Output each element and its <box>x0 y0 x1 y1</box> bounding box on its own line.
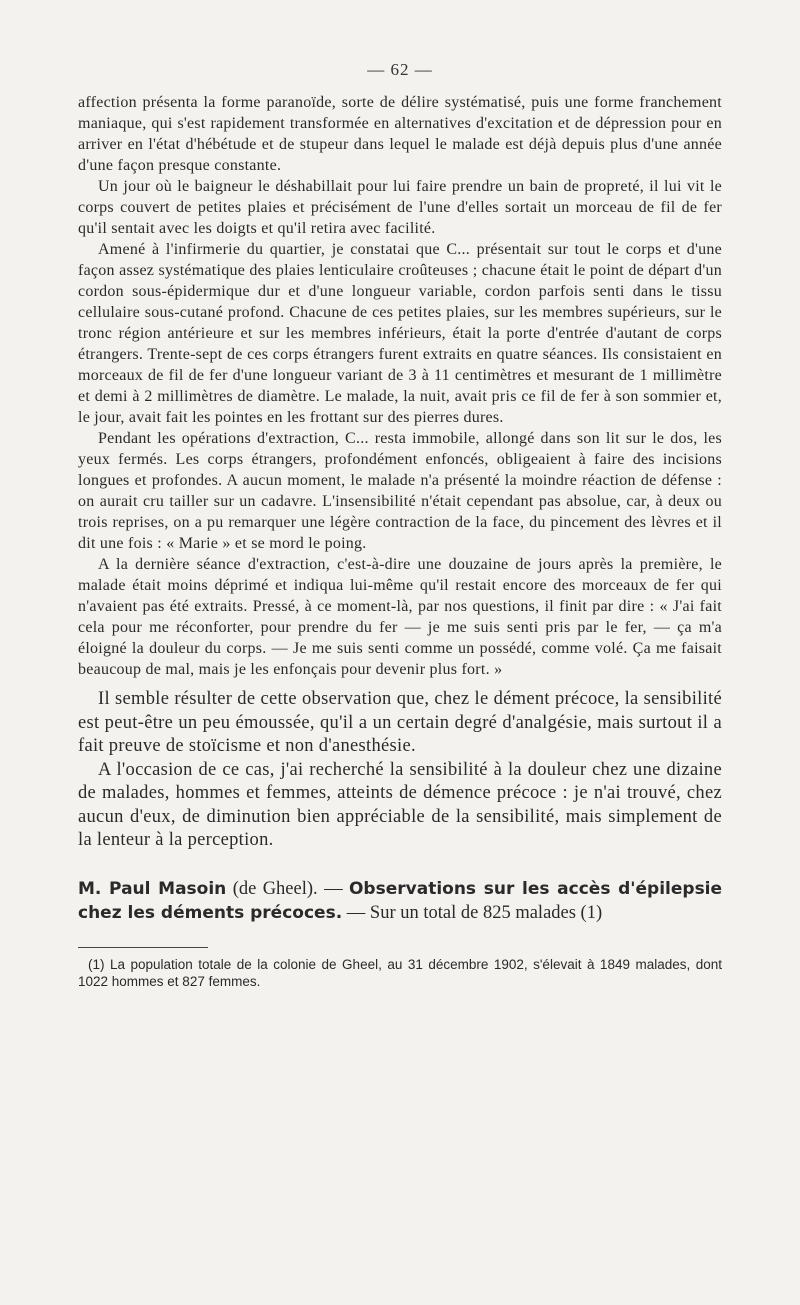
section-author: M. Paul Masoin <box>78 878 227 899</box>
footnote-divider <box>78 947 208 948</box>
section-affiliation: (de Gheel). <box>232 878 318 899</box>
section-dash: — <box>324 878 343 899</box>
section-title: Observations sur les accès d'épilepsie chez les déments précoces. <box>78 878 723 923</box>
footnote: (1) La population totale de la colonie de Gheel, au 31 décembre 1902, s'élevait à 1849 malades, dont 1022 hommes et 827 femmes. <box>78 956 722 989</box>
commentary-text <box>78 688 722 853</box>
page-number: — 62 — <box>367 60 433 79</box>
paragraph: Il semble résulter de cette observation que, chez le dément précoce, la sensibilité est peut-être un peu émoussée, qu'il a un certain degré d'analgésie, mais surtout il a fait preuve de stoïcisme et non d'anesthésie. <box>78 689 722 756</box>
paragraph: A la dernière séance d'extraction, c'est-à-dire une douzaine de jours après la première, le malade était moins déprimé et indiqua lui-même qu'il restait encore des morceaux de fer qui n'avaient pas été extraits. Pressé, à ce moment-là, par nos questions, il finit par dire : « J'ai fait cela pour me réconforter, pour prendre du fer — je me suis senti pris par le fer, — ça m'a éloigné la douleur du corps. — Je me suis senti comme un possédé, comme volé. Ça me faisait beaucoup de mal, mais je les enfonçais pour devenir plus fort. » <box>78 556 722 678</box>
paragraph: Pendant les opérations d'extraction, C... resta immobile, allongé dans son lit sur le dos, les yeux fermés. Les corps étrangers, profondément enfoncés, obligeaient à faire des incisions longues et profondes. A aucun moment, le malade n'a présenté la moindre réaction de défense : on aurait cru tailler sur un cadavre. L'insensibilité n'était cependant pas absolue, car, à deux ou trois reprises, on a pu remarquer une légère contraction de la face, du pincement des lèvres et il dit une fois : « Marie » et se mord le poing. <box>78 430 722 552</box>
section-continuation: Sur un total de 825 malades (1) <box>369 902 603 923</box>
paragraph: affection présenta la forme paranoïde, sorte de délire systématisé, puis une forme franchement maniaque, qui s'est rapidement transformée en alternatives d'excitation et de dépression pour en arriver en l'état d'hébétude et de stupeur dans lequel le malade est déjà depuis plus d'une année d'une façon presque constante. <box>78 94 722 174</box>
observation-text <box>78 92 722 680</box>
section-dash: — <box>346 902 366 923</box>
paragraph: Un jour où le baigneur le déshabillait pour lui faire prendre un bain de propreté, il lui vit le corps couvert de petites plaies et précisément de l'une d'elles sortait un morceau de fil de fer qu'il sentait avec les doigts et qu'il retira avec facilité. <box>78 178 722 237</box>
section-heading-paragraph <box>78 877 722 925</box>
paragraph: Amené à l'infirmerie du quartier, je constatai que C... présentait sur tout le corps et d'une façon assez systématique des plaies lenticulaire croûteuses ; chacune était le point de départ d'un cordon sous-épidermique dur et d'une longueur variable, cordon parfois senti dans le tissu cellulaire sous-cutané profond. Chacune de ces petites plaies, sur les membres supérieurs, sur le tronc région antérieure et sur les membres inférieurs, était la porte d'entrée d'autant de corps étrangers. Trente-sept de ces corps étrangers furent extraits en quatre séances. Ils consistaient en morceaux de fil de fer d'une longueur variant de 3 à 11 centimètres et mesurant de 1 millimètre et demi à 2 millimètres de diamètre. Le malade, la nuit, avait pris ce fil de fer à son sommier et, le jour, avait fait les pointes en les frottant sur des pierres dures. <box>78 241 722 426</box>
paragraph: A l'occasion de ce cas, j'ai recherché la sensibilité à la douleur chez une dizaine de malades, hommes et femmes, atteints de démence précoce : je n'ai trouvé, chez aucun d'eux, de diminution bien appréciable de la sensibilité, mais simplement de la lenteur à la perception. <box>78 759 722 850</box>
